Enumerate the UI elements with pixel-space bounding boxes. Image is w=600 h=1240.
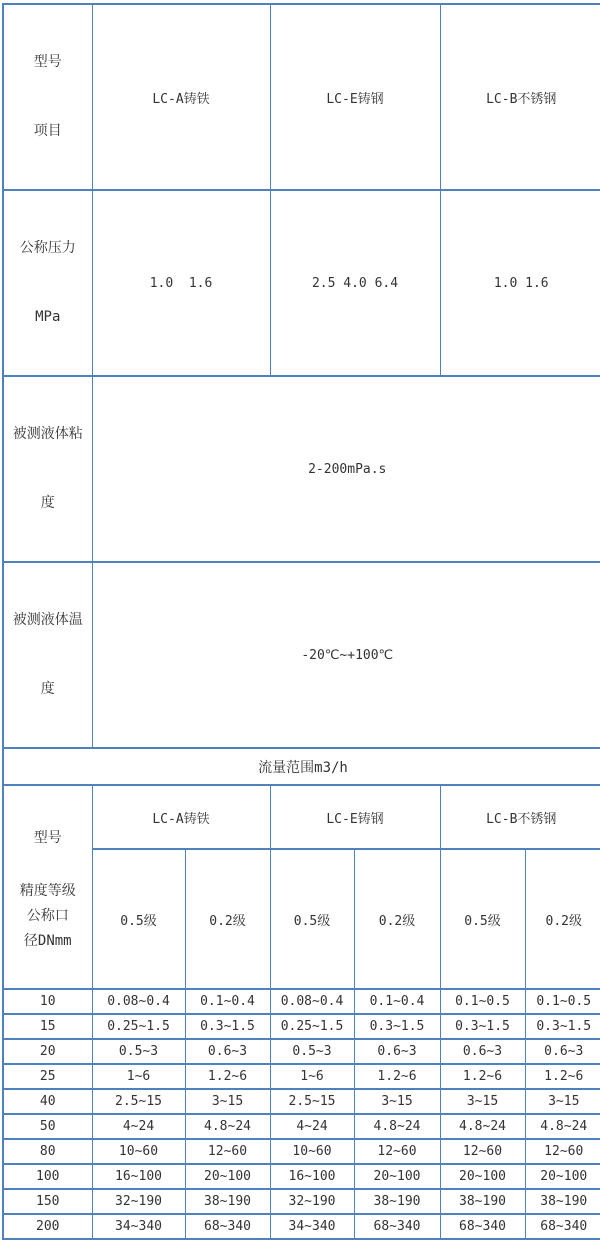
dn-cell: 100 [3,1164,92,1189]
corner-line1: 型号 [33,54,62,70]
table-row [3,849,600,989]
flow-value-cell: 0.6~3 [185,1039,270,1064]
flow-value-cell: 4.8~24 [185,1114,270,1139]
flow-value-cell: 0.6~3 [525,1039,600,1064]
table-row [3,748,600,785]
viscosity-label-line1: 被测液体粘 [12,426,83,442]
flow-value-cell: 1.2~6 [440,1064,525,1089]
flow-value-cell: 12~60 [185,1139,270,1164]
flow-value-cell: 0.3~1.5 [525,1014,600,1039]
table-row [3,4,600,190]
flow-value-cell: 0.3~1.5 [440,1014,525,1039]
flow-value-cell: 34~340 [270,1214,354,1239]
flow-value-cell: 3~15 [354,1089,440,1114]
flow-value-cell: 0.5~3 [92,1039,185,1064]
temperature-label-line2: 度 [40,681,55,697]
flow-value-cell: 0.1~0.5 [525,989,600,1014]
table-row [3,376,600,562]
table-row [3,1214,600,1239]
pressure-value-lcb: 1.0 1.6 [440,190,600,376]
corner-line2: 项目 [33,123,62,139]
table-row [3,1089,600,1114]
flow-value-cell: 38~190 [525,1189,600,1214]
grade-header-4: 0.2级 [354,849,440,989]
dn-cell: 15 [3,1014,92,1039]
flow-value-cell: 16~100 [92,1164,185,1189]
flow-value-cell: 12~60 [354,1139,440,1164]
accuracy-label-line2: 公称口 [26,908,69,924]
flow-value-cell: 68~340 [525,1214,600,1239]
flow-range-title: 流量范围m3/h [3,748,600,785]
flow-value-cell: 1.2~6 [525,1064,600,1089]
model-header-lcb: LC-B不锈钢 [440,785,600,849]
column-header-lca: LC-A铸铁 [92,4,270,190]
dn-cell: 20 [3,1039,92,1064]
column-header-lce: LC-E铸钢 [270,4,440,190]
flow-value-cell: 20~100 [185,1164,270,1189]
flow-value-cell: 68~340 [440,1214,525,1239]
flow-value-cell: 20~100 [354,1164,440,1189]
viscosity-label [3,376,92,562]
accuracy-diameter-label [4,860,92,958]
flow-value-cell: 0.3~1.5 [354,1014,440,1039]
flow-value-cell: 1.2~6 [354,1064,440,1089]
accuracy-label-line3: 径DNmm [23,933,72,949]
flow-value-cell: 0.3~1.5 [185,1014,270,1039]
flow-value-cell: 16~100 [270,1164,354,1189]
grade-header-6: 0.2级 [525,849,600,989]
flow-value-cell: 0.25~1.5 [92,1014,185,1039]
flow-value-cell: 38~190 [440,1189,525,1214]
flow-value-cell: 0.1~0.4 [185,989,270,1014]
pressure-label [3,190,92,376]
flow-value-cell: 10~60 [270,1139,354,1164]
flow-value-cell: 12~60 [525,1139,600,1164]
flow-value-cell: 0.6~3 [354,1039,440,1064]
model-corner-label: 型号 [33,830,62,846]
flow-value-cell: 32~190 [270,1189,354,1214]
dn-cell: 10 [3,989,92,1014]
flow-value-cell: 1~6 [270,1064,354,1089]
flow-value-cell: 38~190 [185,1189,270,1214]
dn-cell: 25 [3,1064,92,1089]
table-row [3,785,600,849]
pressure-value-lce: 2.5 4.0 6.4 [270,190,440,376]
dn-cell: 200 [3,1214,92,1239]
table-row [3,1189,600,1214]
flow-value-cell: 10~60 [92,1139,185,1164]
grade-header-5: 0.5级 [440,849,525,989]
table-row [3,190,600,376]
table-row [3,1164,600,1189]
model-header-lca: LC-A铸铁 [92,785,270,849]
pressure-label-line2: MPa [35,309,61,325]
flow-value-cell: 0.6~3 [440,1039,525,1064]
flow-value-cell: 20~100 [525,1164,600,1189]
dn-cell: 50 [3,1114,92,1139]
temperature-label-line1: 被测液体温 [12,612,83,628]
flow-value-cell: 32~190 [92,1189,185,1214]
grade-header-2: 0.2级 [185,849,270,989]
spec-table [2,3,600,1240]
flow-value-cell: 34~340 [92,1214,185,1239]
flow-value-cell: 2.5~15 [270,1089,354,1114]
table-row [3,1139,600,1164]
model-header-lce: LC-E铸钢 [270,785,440,849]
flow-value-cell: 1~6 [92,1064,185,1089]
flow-value-cell: 0.08~0.4 [270,989,354,1014]
dn-cell: 40 [3,1089,92,1114]
pressure-value-lca: 1.0 1.6 [92,190,270,376]
grade-header-3: 0.5级 [270,849,354,989]
flow-value-cell: 4~24 [270,1114,354,1139]
table-row [3,1039,600,1064]
accuracy-label-line1: 精度等级 [19,883,76,899]
temperature-value: -20℃~+100℃ [92,562,600,748]
flow-value-cell: 38~190 [354,1189,440,1214]
flow-value-cell: 0.5~3 [270,1039,354,1064]
table-row [3,1114,600,1139]
dn-cell: 150 [3,1189,92,1214]
viscosity-value: 2-200mPa.s [92,376,600,562]
flow-value-cell: 0.1~0.5 [440,989,525,1014]
temperature-label [3,562,92,748]
table-row [3,562,600,748]
flow-value-cell: 4.8~24 [440,1114,525,1139]
viscosity-label-line2: 度 [40,495,55,511]
flow-value-cell: 4.8~24 [525,1114,600,1139]
flow-value-cell: 68~340 [185,1214,270,1239]
flow-value-cell: 3~15 [525,1089,600,1114]
flow-value-cell: 0.08~0.4 [92,989,185,1014]
flow-value-cell: 20~100 [440,1164,525,1189]
grade-header-1: 0.5级 [92,849,185,989]
table-row [3,1014,600,1039]
flow-value-cell: 12~60 [440,1139,525,1164]
table-row [3,1064,600,1089]
flow-value-cell: 4.8~24 [354,1114,440,1139]
pressure-label-line1: 公称压力 [19,240,76,256]
flow-value-cell: 3~15 [185,1089,270,1114]
model-accuracy-corner-cell [3,785,92,989]
flow-value-cell: 3~15 [440,1089,525,1114]
table-row [3,989,600,1014]
flow-value-cell: 68~340 [354,1214,440,1239]
flow-value-cell: 1.2~6 [185,1064,270,1089]
flow-value-cell: 2.5~15 [92,1089,185,1114]
corner-cell [3,4,92,190]
column-header-lcb: LC-B不锈钢 [440,4,600,190]
flow-value-cell: 0.1~0.4 [354,989,440,1014]
dn-cell: 80 [3,1139,92,1164]
flow-value-cell: 0.25~1.5 [270,1014,354,1039]
flow-value-cell: 4~24 [92,1114,185,1139]
